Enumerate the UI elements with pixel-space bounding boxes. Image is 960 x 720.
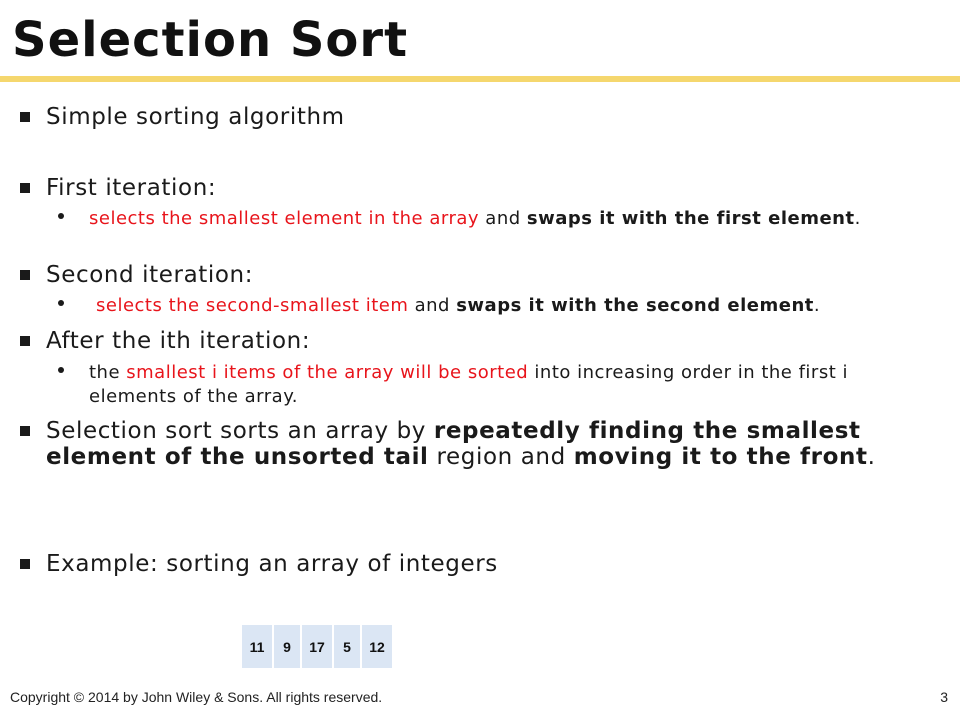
plain-text: .: [854, 208, 861, 229]
title-underline: [0, 76, 960, 82]
plain-text: and: [479, 208, 527, 229]
plain-text: and: [408, 295, 457, 316]
bold-text: swaps it with the second element: [456, 295, 814, 316]
sub-bullet-text: [96, 294, 916, 318]
sub-bullet-text: [89, 361, 909, 409]
sub-bullet-text: [89, 207, 909, 231]
page-number: 3: [940, 689, 948, 705]
round-bullet-icon: [58, 213, 64, 219]
bullet-text: Simple sorting algorithm: [46, 104, 345, 130]
bullet-text: Second iteration:: [46, 262, 254, 288]
array-cell: 5: [334, 625, 362, 668]
bold-text: moving it to the front: [573, 444, 868, 470]
plain-text: into increasing order in the first i elements of the array.: [89, 362, 848, 407]
round-bullet-icon: [58, 367, 64, 373]
square-bullet-icon: [20, 270, 30, 280]
square-bullet-icon: [20, 559, 30, 569]
bullet-text: [46, 418, 926, 470]
square-bullet-icon: [20, 426, 30, 436]
plain-text: the: [89, 362, 127, 383]
square-bullet-icon: [20, 183, 30, 193]
bullet-text: After the ith iteration:: [46, 328, 311, 354]
square-bullet-icon: [20, 336, 30, 346]
bullet-text: First iteration:: [46, 175, 217, 201]
square-bullet-icon: [20, 112, 30, 122]
highlight-text: selects the second-smallest item: [96, 295, 409, 316]
plain-text: .: [867, 444, 876, 470]
plain-text: region and: [428, 444, 574, 470]
array-cell: 11: [242, 625, 274, 668]
plain-text: .: [813, 295, 821, 316]
round-bullet-icon: [58, 300, 64, 306]
array-cell: 17: [302, 625, 334, 668]
bullet-text: Example: sorting an array of integers: [46, 551, 498, 577]
bold-text: swaps it with the first element: [526, 208, 855, 229]
highlight-text: smallest i items of the array will be sorted: [126, 362, 529, 383]
plain-text: Selection sort sorts an array by: [46, 418, 434, 444]
example-array: [242, 625, 392, 668]
slide-title: Selection Sort: [12, 12, 409, 68]
array-cell: 12: [369, 638, 385, 655]
copyright-footer: Copyright © 2014 by John Wiley & Sons. All rights reserved.: [10, 689, 383, 705]
highlight-text: selects the smallest element in the array: [89, 208, 480, 229]
bold-text: repeatedly finding the smallest element of the unsorted tail: [46, 418, 861, 470]
array-cell: 9: [274, 625, 302, 668]
